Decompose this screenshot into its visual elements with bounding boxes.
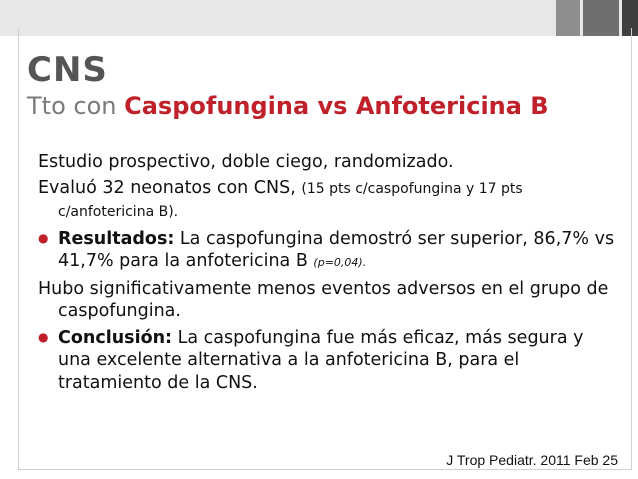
subtitle-prefix: Tto con (27, 92, 125, 120)
slide-subtitle (27, 92, 549, 120)
slide-body (38, 151, 618, 397)
results-stat: (p=0,04). (313, 256, 367, 269)
study-design-line: Estudio prospectivo, doble ciego, randomizado. (38, 152, 454, 172)
slide-title: CNS (27, 50, 108, 90)
conclusion-bullet (38, 326, 618, 395)
results-text: La caspofungina demostró ser superior, 86,7% vs 41,7% para la anfotericina B (58, 228, 615, 271)
subtitle-accent: Caspofungina vs Anfotericina B (124, 92, 549, 120)
bullet-dot-icon: ● (38, 230, 49, 245)
bullet-dot-icon: ● (38, 329, 49, 344)
adverse-events-line: Hubo significativamente menos eventos adversos en el grupo de caspofungina. (38, 278, 609, 321)
sample-main: Evaluó 32 neonatos con CNS, (38, 177, 302, 198)
conclusion-label: Conclusión: (58, 327, 173, 348)
sample-line (38, 177, 618, 224)
citation: J Trop Pediatr. 2011 Feb 25 (446, 452, 618, 468)
results-label: Resultados: (58, 228, 175, 249)
sample-detail: (15 pts c/caspofungina y 17 pts c/anfotericina B). (58, 180, 523, 220)
conclusion-text: La caspofungina fue más eficaz, más segura y una excelente alternativa a la anfotericina B, para el tratamiento de la CNS. (58, 327, 584, 393)
results-bullet (38, 227, 618, 275)
